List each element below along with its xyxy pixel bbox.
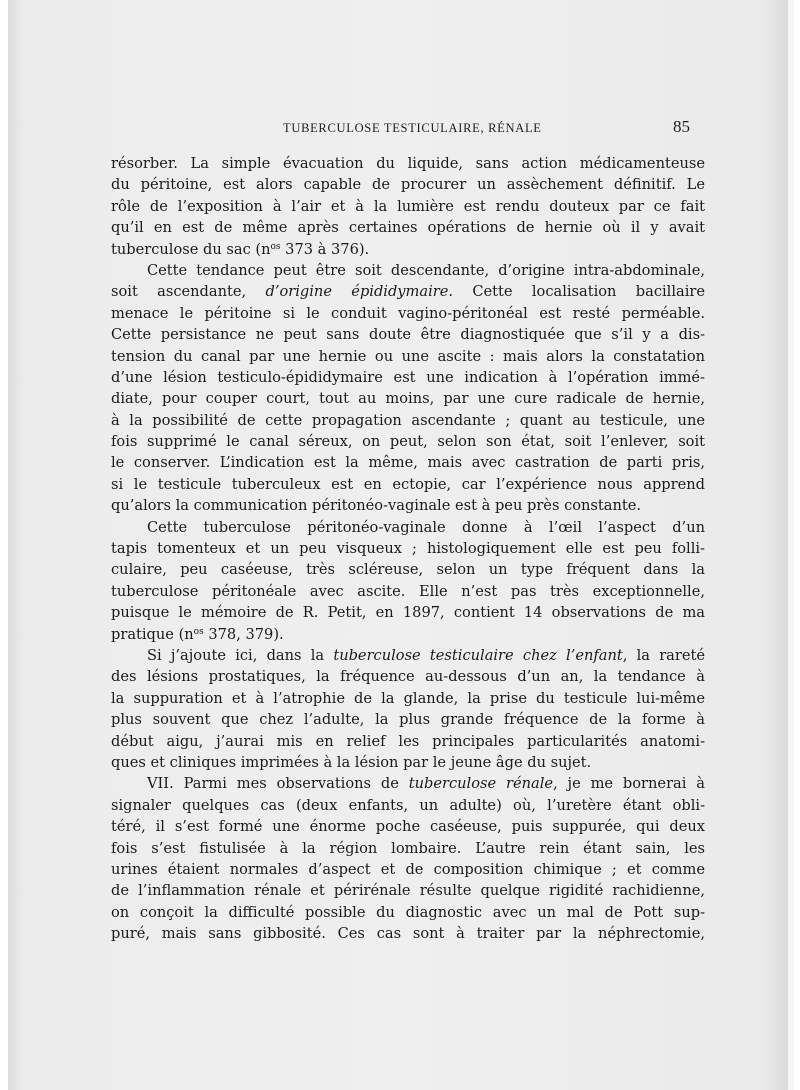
superscript: os bbox=[193, 626, 204, 637]
text-line: de l’inflammation rénale et périrénale résulte quelque rigidité rachidienne, bbox=[111, 882, 705, 900]
text-line: téré, il s’est formé une énorme poche caséeuse, puis suppurée, qui deux bbox=[111, 818, 705, 836]
text-line: soit ascendante, d’origine épididymaire. Cette localisation bacillaire bbox=[111, 283, 705, 301]
text-line: la suppuration et à l’atrophie de la glande, la prise du testicule lui-même bbox=[111, 689, 705, 707]
text-line: urines étaient normales d’aspect et de composition chimique ; et comme bbox=[111, 860, 705, 878]
italic-phrase: tuberculose testiculaire chez l’enfant bbox=[333, 646, 623, 664]
text-line: culaire, peu caséeuse, très scléreuse, selon un type fréquent dans la bbox=[111, 561, 705, 579]
text-line: tuberculose du sac ($n^{os}$ 373 à 376). bbox=[111, 240, 370, 258]
text-line: des lésions prostatiques, la fréquence au-dessous d’un an, la tendance à bbox=[111, 668, 705, 686]
text-line: diate, pour couper court, tout au moins, par une cure radicale de hernie, bbox=[111, 390, 705, 408]
text-line: tuberculose péritonéale avec ascite. Elle n’est pas très exceptionnelle, bbox=[111, 582, 705, 600]
running-title: TUBERCULOSE TESTICULAIRE, RÉNALE bbox=[283, 121, 542, 135]
superscript: os bbox=[270, 241, 281, 252]
running-head bbox=[8, 117, 794, 141]
text-line: rôle de l’exposition à l’air et à la lumière est rendu douteux par ce fait bbox=[111, 197, 705, 215]
text-line: Cette tendance peut être soit descendante, d’origine intra-abdominale, bbox=[147, 261, 705, 279]
italic-phrase: tuberculose rénale bbox=[408, 775, 554, 793]
paragraph bbox=[111, 645, 705, 773]
text-line: tension du canal par une hernie ou une ascite : mais alors la constatation bbox=[111, 347, 705, 365]
text-line: à la possibilité de cette propagation ascendante ; quant au testicule, une bbox=[111, 411, 705, 429]
text-line: plus souvent que chez l’adulte, la plus grande fréquence de la forme à bbox=[111, 711, 705, 729]
paragraph bbox=[111, 517, 705, 645]
text-line: ques et cliniques imprimées à la lésion par le jeune âge du sujet. bbox=[111, 753, 592, 771]
text-line: le conserver. L’indication est la même, mais avec castration de parti pris, bbox=[111, 454, 705, 472]
text-line: fois supprimé le canal séreux, on peut, selon son état, soit l’enlever, soit bbox=[111, 433, 705, 451]
book-page bbox=[8, 0, 794, 1090]
text-line: tapis tomenteux et un peu visqueux ; histologiquement elle est peu folli- bbox=[111, 540, 705, 558]
text-line: signaler quelques cas (deux enfants, un adulte) où, l’uretère étant obli- bbox=[111, 796, 705, 814]
text-line: si le testicule tuberculeux est en ectopie, car l’expérience nous apprend bbox=[111, 475, 705, 493]
paragraph bbox=[111, 773, 705, 944]
body-text bbox=[111, 153, 705, 944]
text-line: puré, mais sans gibbosité. Ces cas sont à traiter par la néphrectomie, bbox=[111, 925, 705, 943]
text-line: du péritoine, est alors capable de procurer un assèchement définitif. Le bbox=[111, 176, 705, 194]
text-line: fois s’est fistulisée à la région lombaire. L’autre rein étant sain, les bbox=[111, 839, 705, 857]
text-line: qu’alors la communication péritonéo-vaginale est à peu près constante. bbox=[111, 497, 642, 515]
paragraph bbox=[111, 260, 705, 517]
text-line: Cette tuberculose péritonéo-vaginale donne à l’œil l’aspect d’un bbox=[147, 518, 705, 536]
page-edge bbox=[788, 0, 794, 1090]
page-number: 85 bbox=[673, 117, 690, 136]
text-line: on conçoit la difficulté possible du diagnostic avec un mal de Pott sup- bbox=[111, 903, 705, 921]
text-line: début aigu, j’aurai mis en relief les principales particularités anatomi- bbox=[111, 732, 705, 750]
text-line: résorber. La simple évacuation du liquide, sans action médicamenteuse bbox=[111, 155, 705, 172]
paragraph bbox=[111, 153, 705, 260]
text-line: menace le péritoine si le conduit vagino-péritonéal est resté perméable. bbox=[111, 304, 705, 322]
text-line: Cette persistance ne peut sans doute être diagnostiquée que s’il y a dis- bbox=[111, 326, 705, 344]
text-line: Si j’ajoute ici, dans la tuberculose testiculaire chez l’enfant, la rareté bbox=[147, 646, 705, 664]
text-line: VII. Parmi mes observations de tuberculose rénale, je me bornerai à bbox=[147, 775, 705, 793]
text-line: qu’il en est de même après certaines opérations de hernie où il y avait bbox=[111, 219, 705, 237]
text-line: pratique ($n^{os}$ 378, 379). bbox=[111, 625, 284, 643]
text-line: d’une lésion testiculo-épididymaire est une indication à l’opération immé- bbox=[111, 368, 705, 386]
italic-phrase: d’origine épididymaire. bbox=[265, 283, 454, 301]
text-line: puisque le mémoire de R. Petit, en 1897, contient 14 observations de ma bbox=[111, 604, 705, 622]
